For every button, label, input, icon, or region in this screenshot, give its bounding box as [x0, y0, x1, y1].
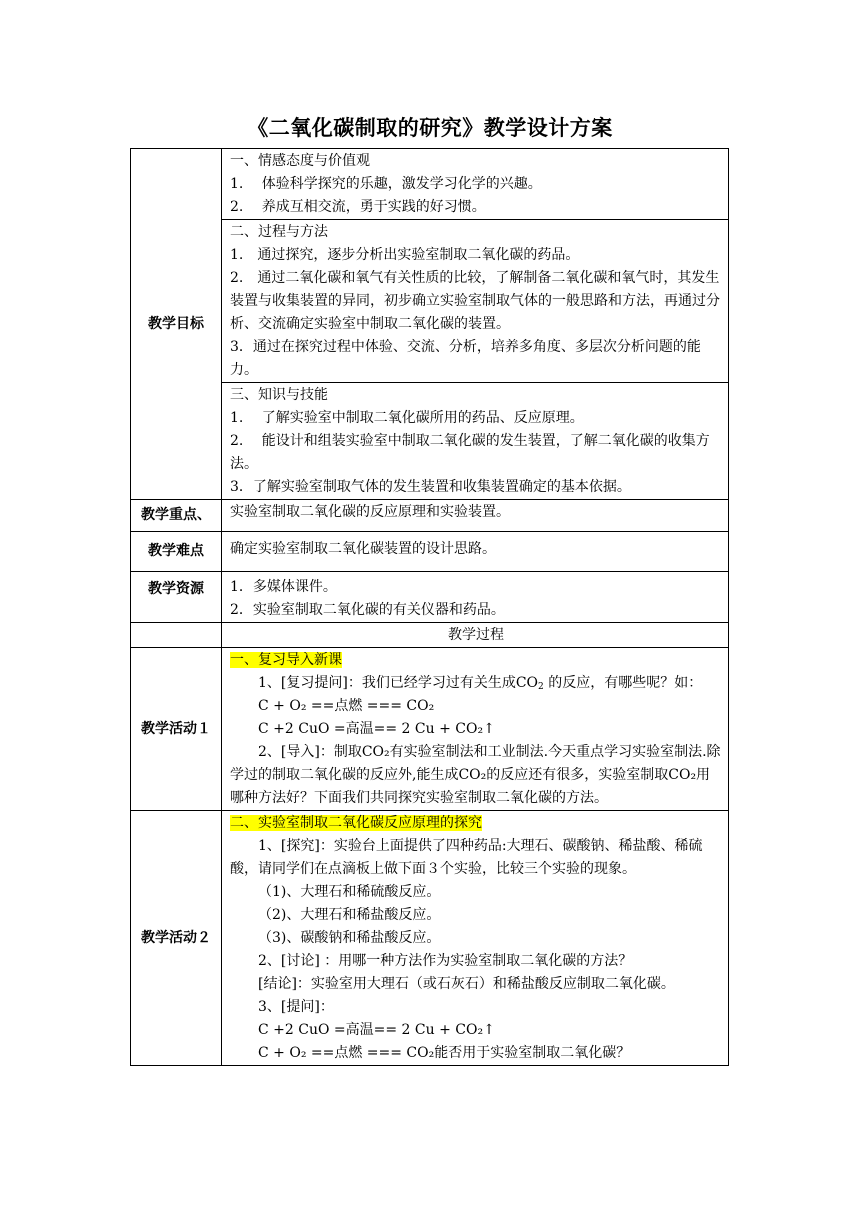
resources-label: 教学资源 [131, 572, 222, 623]
activity1-question: 1、[复习提问]：我们已经学习过有关生成$CO_2$ 的反应，有哪些呢？如： [258, 675, 703, 692]
activity2-cell [222, 811, 729, 1066]
experiment-3: （3)、碳酸钠和稀盐酸反应。 [258, 930, 441, 946]
activity1-equation-1: C + O₂ ==点燃 === CO₂ [258, 698, 435, 714]
activity2-label: 教学活动２ [131, 811, 222, 1066]
activity2-row [131, 811, 729, 1066]
process-item-3: 3．通过在探究过程中体验、交流、分析，培养多角度、多层次分析问题的能力。 [230, 339, 701, 378]
activity2-explore: 1、[探究]：实验台上面提供了四种药品:大理石、碳酸钠、稀盐酸、稀硫酸，请同学们在点滴板上做下面３个实验，比较三个实验的现象。 [230, 838, 703, 877]
activity2-discuss: 2、[讨论] ：用哪一种方法作为实验室制取二氧化碳的方法？ [258, 953, 633, 969]
difficulties-text: 确定实验室制取二氧化碳装置的设计思路。 [222, 532, 729, 572]
key-points-row [131, 500, 729, 532]
resources-row [131, 572, 729, 623]
key-points-label: 教学重点、 [131, 500, 222, 532]
objectives-knowledge-cell [222, 383, 729, 500]
difficulties-label: 教学难点 [131, 532, 222, 572]
knowledge-item-1: 1. 了解实验室中制取二氧化碳所用的药品、反应原理。 [230, 410, 584, 426]
process-header-empty [131, 623, 222, 648]
activity1-equation-2: C +2 CuO =高温== 2 Cu + CO₂↑ [258, 721, 495, 737]
activity1-intro: 2、[导入]：制取CO₂有实验室制法和工业制法.今天重点学习实验室制法.除学过的制取二氧化碳的反应外,能生成CO₂的反应还有很多，实验室制取CO₂用哪种方法好？下面我们共同探究实验室制取二氧化碳的方法。 [230, 744, 721, 806]
document-title: 《二氧化碳制取的研究》教学设计方案 [247, 116, 613, 140]
emotion-heading: 一、情感态度与价值观 [230, 153, 370, 169]
process-header-row [131, 623, 729, 648]
activity1-cell [222, 648, 729, 811]
resource-item-2: 2．实验室制取二氧化碳的有关仪器和药品。 [230, 602, 505, 618]
activity2-ask: 3、[提问]： [258, 999, 334, 1015]
emotion-item-1: 1. 体验科学探究的乐趣，激发学习化学的兴趣。 [230, 176, 542, 192]
process-item-1: 1. 通过探究，逐步分析出实验室制取二氧化碳的药品。 [230, 247, 580, 263]
activity2-heading: 二、实验室制取二氧化碳反应原理的探究 [230, 815, 482, 831]
knowledge-item-3: 3．了解实验室制取气体的发生装置和收集装置确定的基本依据。 [230, 479, 631, 495]
knowledge-heading: 三、知识与技能 [230, 387, 328, 403]
process-header: 教学过程 [222, 623, 729, 648]
difficulties-row [131, 532, 729, 572]
activity1-row [131, 648, 729, 811]
activity2-conclusion: [结论]：实验室用大理石（或石灰石）和稀盐酸反应制取二氧化碳。 [258, 976, 675, 992]
objectives-emotion-cell [222, 149, 729, 220]
objectives-process-cell [222, 220, 729, 383]
lesson-plan-table [130, 148, 729, 1066]
resource-item-1: 1．多媒体课件。 [230, 579, 337, 595]
knowledge-item-2: 2. 能设计和组装实验室中制取二氧化碳的发生装置，了解二氧化碳的收集方法。 [230, 433, 710, 472]
emotion-item-2: 2. 养成互相交流，勇于实践的好习惯。 [230, 199, 486, 215]
process-item-2: 2. 通过二氧化碳和氧气有关性质的比较，了解制备二氧化碳和氧气时，其发生装置与收集装置的异同，初步确立实验室制取气体的一般思路和方法，再通过分析、交流确定实验室中制取二氧化碳的装置。 [230, 270, 720, 332]
resources-cell [222, 572, 729, 623]
key-points-text: 实验室制取二氧化碳的反应原理和实验装置。 [222, 500, 729, 532]
activity2-equation-2: C + O₂ ==点燃 === CO₂能否用于实验室制取二氧化碳？ [258, 1045, 631, 1061]
experiment-2: （2)、大理石和稀盐酸反应。 [258, 907, 441, 923]
activity1-heading: 一、复习导入新课 [230, 652, 342, 668]
process-heading: 二、过程与方法 [230, 224, 328, 240]
objectives-label: 教学目标 [131, 149, 222, 500]
activity1-label: 教学活动１ [131, 648, 222, 811]
objectives-emotion-row [131, 149, 729, 220]
experiment-1: （1)、大理石和稀硫酸反应。 [258, 884, 441, 900]
activity2-equation-1: C +2 CuO =高温== 2 Cu + CO₂↑ [258, 1022, 495, 1038]
